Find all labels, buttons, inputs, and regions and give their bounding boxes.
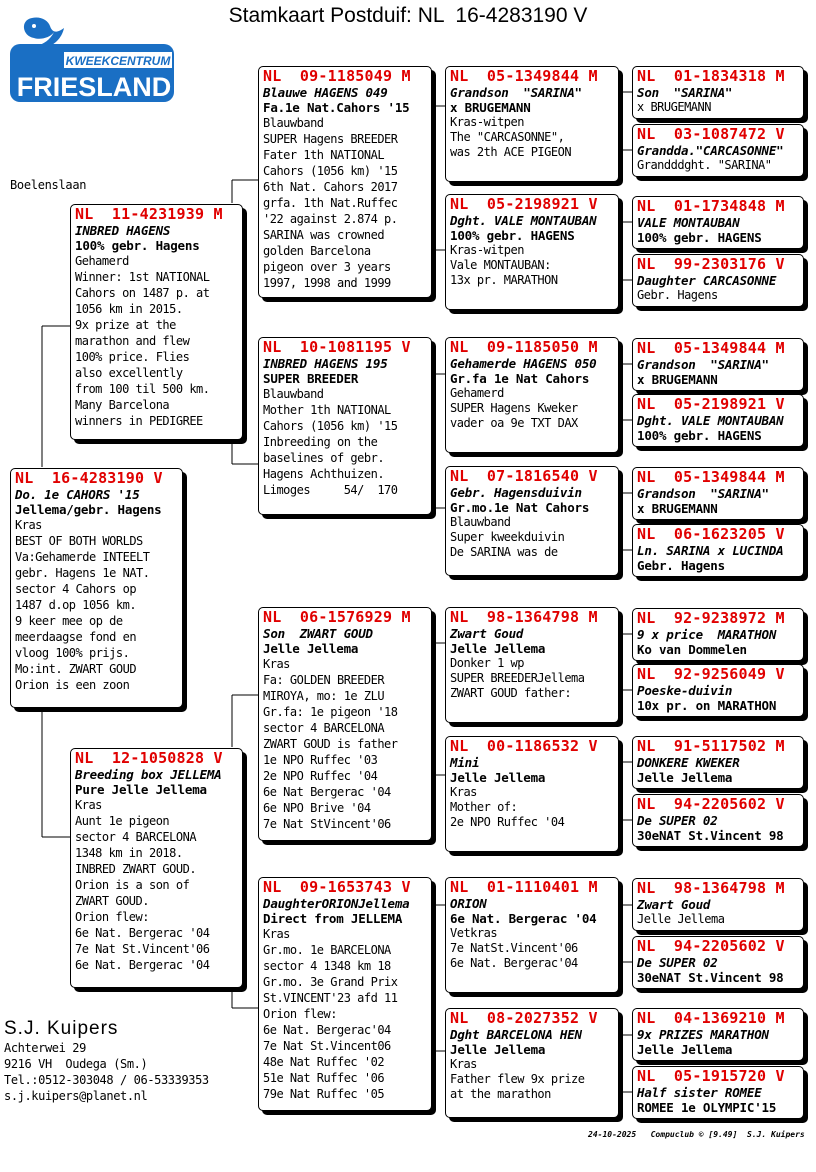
remark-line: Mo:int. ZWART GOUD xyxy=(15,662,137,676)
pigeon-name: Grandson "SARINA" xyxy=(637,357,769,372)
remark-line: Aunt 1e pigeon xyxy=(75,814,170,828)
remark-line: Blauwband xyxy=(450,515,511,529)
ring-number: NL 01-1110401 M xyxy=(450,878,598,896)
remark-line: MIROYA, mo: 1e ZLU xyxy=(263,689,385,703)
remark-line: ZWART GOUD is father xyxy=(263,737,398,751)
remark-line: Blauwband xyxy=(263,116,324,130)
pigeon-remarks xyxy=(75,797,239,973)
pigeon-owner: x BRUGEMANN xyxy=(637,372,718,387)
remark-line: 13x pr. MARATHON xyxy=(450,273,558,287)
pigeon-owner: 100% gebr. Hagens xyxy=(75,238,200,253)
remark-line: 7e Nat St.Vincent'06 xyxy=(75,942,210,956)
pigeon-card-gen4-3[interactable] xyxy=(445,337,619,453)
footer-credit: 24-10-2025 Compuclub © [9.49] S.J. Kuipers xyxy=(588,1130,805,1139)
pigeon-remarks xyxy=(15,517,179,693)
pigeon-card-gen4-5[interactable] xyxy=(445,607,619,723)
remark-line: 7e NatSt.Vincent'06 xyxy=(450,941,578,955)
remark-line: 1487 d.op 1056 km. xyxy=(15,598,137,612)
remark-line: Kras xyxy=(263,657,290,671)
pigeon-name: Grandda."CARCASONNE" xyxy=(637,143,784,158)
pigeon-owner: Jelle Jellema xyxy=(637,1042,733,1057)
pigeon-name: Poeske-duivin xyxy=(637,683,733,698)
pigeon-owner: Gr.fa 1e Nat Cahors xyxy=(450,371,590,386)
pigeon-owner: Jelle Jellema xyxy=(450,641,546,656)
ring-number: NL 92-9256049 V xyxy=(637,665,785,683)
remark-line: 48e Nat Ruffec '02 xyxy=(263,1055,385,1069)
pigeon-remarks xyxy=(450,1057,615,1102)
remark-line: 2e NPO Ruffec '04 xyxy=(263,769,378,783)
remark-line: golden Barcelona xyxy=(263,244,371,258)
pigeon-remarks xyxy=(637,158,800,173)
pigeon-name: De SUPER 02 xyxy=(637,955,718,970)
remark-line: Gehamerd xyxy=(75,254,129,268)
pigeon-name: Ln. SARINA x LUCINDA xyxy=(637,543,784,558)
pigeon-card-gen4-7[interactable] xyxy=(445,877,619,993)
pigeon-remarks xyxy=(263,926,428,1102)
ring-number: NL 01-1734848 M xyxy=(637,197,785,215)
remark-line: Orion flew: xyxy=(263,1007,337,1021)
remark-line: gebr. Hagens 1e NAT. xyxy=(15,566,150,580)
ring-number: NL 05-1349844 M xyxy=(450,67,598,85)
pigeon-card-gen5-7[interactable] xyxy=(632,467,804,520)
remark-line: Gr.mo. 3e Grand Prix xyxy=(263,975,398,989)
pigeon-card-subject[interactable] xyxy=(10,468,183,708)
pigeon-owner: 30eNAT St.Vincent 98 xyxy=(637,828,784,843)
pigeon-remarks xyxy=(450,386,615,431)
pigeon-name: Zwart Goud xyxy=(637,897,711,912)
pigeon-name: Do. 1e CAHORS '15 xyxy=(15,487,140,502)
pigeon-name: Dght BARCELONA HEN xyxy=(450,1027,582,1042)
ring-number: NL 03-1087472 V xyxy=(637,125,785,143)
remark-line: De SARINA was de xyxy=(450,545,558,559)
pigeon-name: VALE MONTAUBAN xyxy=(637,215,740,230)
pigeon-name: Dght. VALE MONTAUBAN xyxy=(637,413,784,428)
pigeon-card-gen5-14[interactable] xyxy=(632,936,804,989)
pigeon-name: Grandson "SARINA" xyxy=(450,85,582,100)
remark-line: 7e Nat StVincent'06 xyxy=(263,817,391,831)
remark-line: Fater 1th NATIONAL xyxy=(263,148,385,162)
breeder-postcode-city: 9216 VH Oudega (Sm.) xyxy=(4,1057,148,1071)
pigeon-remarks xyxy=(637,288,800,303)
pigeon-remarks xyxy=(263,656,428,832)
remark-line: was 2th ACE PIGEON xyxy=(450,145,572,159)
remark-line: Gr.fa: 1e pigeon '18 xyxy=(263,705,398,719)
remark-line: 79e Nat Ruffec '05 xyxy=(263,1087,385,1101)
remark-line: Orion flew: xyxy=(75,910,149,924)
remark-line: Fa: GOLDEN BREEDER xyxy=(263,673,385,687)
pigeon-owner: Gebr. Hagens xyxy=(637,558,725,573)
remark-line: Inbreeding on the xyxy=(263,435,378,449)
ring-number: NL 09-1185050 M xyxy=(450,338,598,356)
pigeon-name: Dght. VALE MONTAUBAN xyxy=(450,213,597,228)
remark-line: sector 4 Cahors op xyxy=(15,582,137,596)
pigeon-owner: 6e Nat. Bergerac '04 xyxy=(450,911,597,926)
remark-line: 6th Nat. Cahors 2017 xyxy=(263,180,398,194)
pigeon-card-gen3-2[interactable] xyxy=(258,337,432,515)
remark-line: marathon and flew xyxy=(75,334,190,348)
pigeon-owner: Jelle Jellema xyxy=(450,770,546,785)
ring-number: NL 98-1364798 M xyxy=(450,608,598,626)
remark-line: Limoges 54/ 170 xyxy=(263,483,398,497)
remark-line: Kras-witpen xyxy=(450,243,524,257)
remark-line: pigeon over 3 years xyxy=(263,260,391,274)
pigeon-owner: x BRUGEMANN xyxy=(637,501,718,516)
pigeon-card-gen5-6[interactable] xyxy=(632,394,804,447)
pigeon-card-gen3-3[interactable] xyxy=(258,607,432,841)
breeder-email[interactable]: s.j.kuipers@planet.nl xyxy=(4,1089,148,1103)
pigeon-card-gen5-13[interactable] xyxy=(632,878,804,931)
remark-line: Gr.mo. 1e BARCELONA xyxy=(263,943,391,957)
pigeon-name: Half sister ROMEE xyxy=(637,1085,762,1100)
location-label: Boelenslaan xyxy=(10,178,87,192)
pigeon-card-gen3-4[interactable] xyxy=(258,877,432,1111)
pigeon-card-gen3-1[interactable] xyxy=(258,66,432,298)
pigeon-owner: 10x pr. on MARATHON xyxy=(637,698,777,713)
remark-line: St.VINCENT'23 afd 11 xyxy=(263,991,398,1005)
pigeon-owner: Jellema/gebr. Hagens xyxy=(15,502,162,517)
remark-line: SUPER BREEDERJellema xyxy=(450,671,585,685)
pigeon-remarks xyxy=(450,115,615,160)
remark-line: Orion is a son of xyxy=(75,878,190,892)
remark-line: Kras xyxy=(75,798,102,812)
remark-line: Jelle Jellema xyxy=(637,912,725,926)
ring-number: NL 06-1623205 V xyxy=(637,525,785,543)
pigeon-name: De SUPER 02 xyxy=(637,813,718,828)
remark-line: '22 against 2.874 p. xyxy=(263,212,398,226)
remark-line: 6e Nat. Bergerac '04 xyxy=(75,958,210,972)
ring-number: NL 91-5117502 M xyxy=(637,737,785,755)
remark-line: 100% price. Flies xyxy=(75,350,190,364)
pigeon-card-gen5-3[interactable] xyxy=(632,196,804,249)
remark-line: Gebr. Hagens xyxy=(637,288,718,302)
pigeon-card-mother[interactable] xyxy=(70,748,243,988)
remark-line: from 100 til 500 km. xyxy=(75,382,210,396)
remark-line: Vetkras xyxy=(450,926,498,940)
pigeon-owner: x BRUGEMANN xyxy=(450,100,531,115)
remark-line: at the marathon xyxy=(450,1087,551,1101)
ring-number: NL 94-2205602 V xyxy=(637,937,785,955)
remark-line: 6e NPO Brive '04 xyxy=(263,801,371,815)
remark-line: 9 keer mee op de xyxy=(15,614,123,628)
pigeon-name: DaughterORIONJellema xyxy=(263,896,410,911)
ring-number: NL 06-1576929 M xyxy=(263,608,411,626)
pigeon-remarks xyxy=(450,785,615,830)
remark-line: Cahors (1056 km) '15 xyxy=(263,419,398,433)
remark-line: 51e Nat Ruffec '06 xyxy=(263,1071,385,1085)
remark-line: 6e Nat. Bergerac'04 xyxy=(263,1023,391,1037)
remark-line: BEST OF BOTH WORLDS xyxy=(15,534,143,548)
remark-line: Kras xyxy=(15,518,42,532)
pigeon-name: Breeding box JELLEMA xyxy=(75,767,222,782)
pigeon-card-gen5-16[interactable] xyxy=(632,1066,804,1119)
remark-line: The "CARCASONNE", xyxy=(450,130,565,144)
pigeon-name: Gebr. Hagensduivin xyxy=(450,485,582,500)
pigeon-card-gen5-4[interactable] xyxy=(632,254,804,307)
pigeon-owner: 100% gebr. HAGENS xyxy=(450,228,575,243)
pigeon-card-gen4-8[interactable] xyxy=(445,1008,619,1118)
pigeon-name: Son ZWART GOUD xyxy=(263,626,373,641)
pigeon-owner: Pure Jelle Jellema xyxy=(75,782,207,797)
pigeon-owner: 100% gebr. HAGENS xyxy=(637,230,762,245)
pigeon-name: INBRED HAGENS xyxy=(75,223,171,238)
remark-line: INBRED ZWART GOUD. xyxy=(75,862,197,876)
pigeon-card-gen4-6[interactable] xyxy=(445,736,619,852)
remark-line: Va:Gehamerde INTEELT xyxy=(15,550,150,564)
pigeon-card-gen5-10[interactable] xyxy=(632,664,804,717)
pigeon-name: Gehamerde HAGENS 050 xyxy=(450,356,597,371)
ring-number: NL 05-2198921 V xyxy=(637,395,785,413)
remark-line: ZWART GOUD. xyxy=(75,894,149,908)
ring-number: NL 05-1349844 M xyxy=(637,339,785,357)
pigeon-remarks xyxy=(450,656,615,701)
remark-line: SARINA was crowned xyxy=(263,228,385,242)
remark-line: Orion is een zoon xyxy=(15,678,130,692)
breeder-phone: Tel.:0512-303048 / 06-53339353 xyxy=(4,1073,209,1087)
page-title: Stamkaart Postduif: NL 16-4283190 V xyxy=(228,4,588,27)
pigeon-owner: Jelle Jellema xyxy=(263,641,359,656)
pigeon-card-gen4-2[interactable] xyxy=(445,194,619,310)
remark-line: Blauwband xyxy=(263,387,324,401)
pigeon-remarks xyxy=(450,515,615,560)
ring-number: NL 00-1186532 V xyxy=(450,737,598,755)
remark-line: vader oa 9e TXT DAX xyxy=(450,416,578,430)
pigeon-card-gen5-5[interactable] xyxy=(632,338,804,391)
ring-number: NL 11-4231939 M xyxy=(75,205,223,223)
remark-line: grfa. 1th Nat.Ruffec xyxy=(263,196,398,210)
pigeon-name: Mini xyxy=(450,755,480,770)
remark-line: SUPER Hagens BREEDER xyxy=(263,132,398,146)
pigeon-card-gen5-15[interactable] xyxy=(632,1008,804,1061)
pigeon-card-gen5-12[interactable] xyxy=(632,794,804,847)
pigeon-remarks xyxy=(637,912,800,927)
remark-line: x BRUGEMANN xyxy=(637,100,711,114)
remark-line: 1348 km in 2018. xyxy=(75,846,183,860)
ring-number: NL 05-1349844 M xyxy=(637,468,785,486)
ring-number: NL 92-9238972 M xyxy=(637,609,785,627)
remark-line: Hagens Achthuizen. xyxy=(263,467,385,481)
ring-number: NL 99-2303176 V xyxy=(637,255,785,273)
remark-line: sector 4 1348 km 18 xyxy=(263,959,391,973)
breeder-name: S.J. Kuipers xyxy=(4,1018,119,1039)
remark-line: Kras xyxy=(450,785,477,799)
remark-line: sector 4 BARCELONA xyxy=(75,830,197,844)
pigeon-name: DONKERE KWEKER xyxy=(637,755,740,770)
pigeon-name: 9x PRIZES MARATHON xyxy=(637,1027,769,1042)
pigeon-name: 9 x price MARATHON xyxy=(637,627,777,642)
remark-line: Winner: 1st NATIONAL xyxy=(75,270,210,284)
remark-line: Mother of: xyxy=(450,800,518,814)
ring-number: NL 12-1050828 V xyxy=(75,749,223,767)
remark-line: Gehamerd xyxy=(450,386,504,400)
remark-line: Cahors on 1487 p. at xyxy=(75,286,210,300)
pigeon-card-gen5-11[interactable] xyxy=(632,736,804,789)
pigeon-owner: Direct from JELLEMA xyxy=(263,911,403,926)
ring-number: NL 09-1653743 V xyxy=(263,878,411,896)
remark-line: Kras xyxy=(263,927,290,941)
svg-text:KWEEKCENTRUM: KWEEKCENTRUM xyxy=(65,54,171,68)
remark-line: sector 4 BARCELONA xyxy=(263,721,385,735)
ring-number: NL 05-2198921 V xyxy=(450,195,598,213)
pigeon-owner: 100% gebr. HAGENS xyxy=(637,428,762,443)
svg-text:FRIESLAND: FRIESLAND xyxy=(16,72,172,102)
pigeon-name: Blauwe HAGENS 049 xyxy=(263,85,388,100)
pigeon-card-gen4-1[interactable] xyxy=(445,66,619,182)
ring-number: NL 04-1369210 M xyxy=(637,1009,785,1027)
breeder-contact xyxy=(4,1018,209,1104)
pigeon-owner: SUPER BREEDER xyxy=(263,371,359,386)
ring-number: NL 98-1364798 M xyxy=(637,879,785,897)
remark-line: also excellently xyxy=(75,366,183,380)
remark-line: Kras-witpen xyxy=(450,115,524,129)
pigeon-name: Son "SARINA" xyxy=(637,85,733,100)
pigeon-remarks xyxy=(450,243,615,288)
ring-number: NL 08-2027352 V xyxy=(450,1009,598,1027)
remark-line: Mother 1th NATIONAL xyxy=(263,403,391,417)
remark-line: winners in PEDIGREE xyxy=(75,414,203,428)
remark-line: vloog 100% prijs. xyxy=(15,646,130,660)
remark-line: 7e Nat St.Vincent06 xyxy=(263,1039,391,1053)
remark-line: 6e Nat. Bergerac'04 xyxy=(450,956,578,970)
remark-line: 1056 km in 2015. xyxy=(75,302,183,316)
pigeon-card-gen5-2[interactable] xyxy=(632,124,804,177)
pigeon-owner: ROMEE 1e OLYMPIC'15 xyxy=(637,1100,777,1115)
breeder-address: Achterwei 29 xyxy=(4,1041,86,1055)
remark-line: Cahors (1056 km) '15 xyxy=(263,164,398,178)
pigeon-remarks xyxy=(263,115,428,291)
pigeon-card-father[interactable] xyxy=(70,204,243,440)
remark-line: 1997, 1998 and 1999 xyxy=(263,276,391,290)
pigeon-owner: Ko van Dommelen xyxy=(637,642,747,657)
pigeon-card-gen5-9[interactable] xyxy=(632,608,804,661)
remark-line: baselines of gebr. xyxy=(263,451,385,465)
pigeon-remarks xyxy=(450,926,615,971)
remark-line: 9x prize at the xyxy=(75,318,176,332)
ring-number: NL 10-1081195 V xyxy=(263,338,411,356)
pigeon-card-gen5-1[interactable] xyxy=(632,66,804,119)
ring-number: NL 09-1185049 M xyxy=(263,67,411,85)
pigeon-name: Grandson "SARINA" xyxy=(637,486,769,501)
pigeon-name: INBRED HAGENS 195 xyxy=(263,356,388,371)
pigeon-owner: Jelle Jellema xyxy=(637,770,733,785)
remark-line: Vale MONTAUBAN: xyxy=(450,258,551,272)
pigeon-card-gen5-8[interactable] xyxy=(632,524,804,577)
pigeon-name: Daughter CARCASONNE xyxy=(637,273,777,288)
remark-line: 2e NPO Ruffec '04 xyxy=(450,815,565,829)
pigeon-remarks xyxy=(75,253,239,429)
ring-number: NL 07-1816540 V xyxy=(450,467,598,485)
remark-line: meerdaagse fond en xyxy=(15,630,137,644)
ring-number: NL 05-1915720 V xyxy=(637,1067,785,1085)
remark-line: Many Barcelona xyxy=(75,398,170,412)
remark-line: Father flew 9x prize xyxy=(450,1072,585,1086)
remark-line: SUPER Hagens Kweker xyxy=(450,401,578,415)
remark-line: Grandddght. "SARINA" xyxy=(637,158,772,172)
remark-line: 1e NPO Ruffec '03 xyxy=(263,753,378,767)
pigeon-owner: 30eNAT St.Vincent 98 xyxy=(637,970,784,985)
remark-line: Kras xyxy=(450,1057,477,1071)
ring-number: NL 16-4283190 V xyxy=(15,469,163,487)
pigeon-remarks xyxy=(637,100,800,115)
ring-number: NL 94-2205602 V xyxy=(637,795,785,813)
pigeon-owner: Jelle Jellema xyxy=(450,1042,546,1057)
pigeon-owner: Fa.1e Nat.Cahors '15 xyxy=(263,100,410,115)
remark-line: ZWART GOUD father: xyxy=(450,686,572,700)
remark-line: Donker 1 wp xyxy=(450,656,524,670)
pigeon-card-gen4-4[interactable] xyxy=(445,466,619,576)
remark-line: Super kweekduivin xyxy=(450,530,565,544)
remark-line: 6e Nat Bergerac '04 xyxy=(263,785,391,799)
pigeon-remarks xyxy=(263,386,428,498)
pigeon-owner: Gr.mo.1e Nat Cahors xyxy=(450,500,590,515)
remark-line: 6e Nat. Bergerac '04 xyxy=(75,926,210,940)
ring-number: NL 01-1834318 M xyxy=(637,67,785,85)
pigeon-name: Zwart Goud xyxy=(450,626,524,641)
pigeon-name: ORION xyxy=(450,896,487,911)
